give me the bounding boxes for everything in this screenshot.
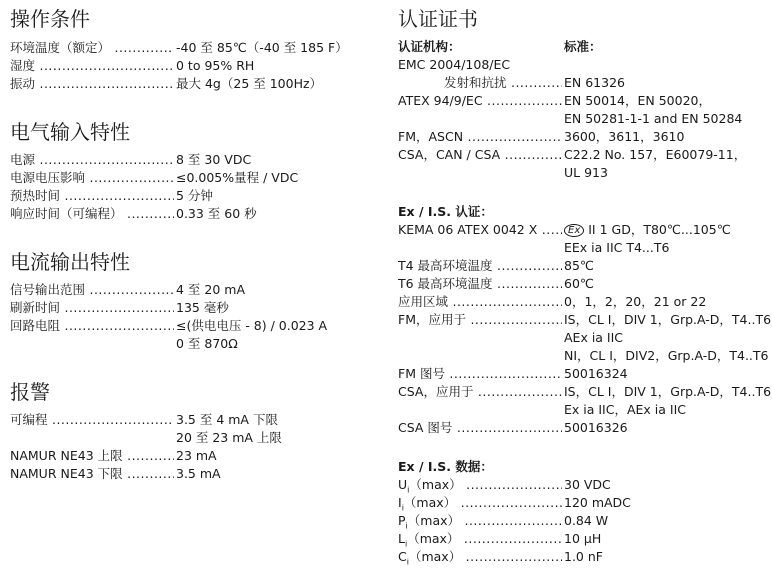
spec-value: ≤(供电电压 - 8) / 0.023 A: [176, 318, 328, 333]
spec-label: NAMUR NE43 下限 .....: [10, 465, 174, 483]
spec-label: 信号输出范围 .....: [10, 281, 174, 299]
cert-label: CSA，CAN / CSA .....: [398, 146, 562, 164]
ex-cert-heading: Ex / I.S. 认证：: [398, 204, 493, 219]
cert-value: 0，1，2，20，21 or 22: [564, 294, 707, 309]
cert-value: EN 61326: [564, 75, 625, 90]
spec-label: 振动 .....: [10, 75, 174, 93]
section-title-electrical-input: 电气输入特性: [10, 120, 130, 144]
cert-value-continuation: AEx ia IIC: [564, 330, 624, 345]
ex-data-value: 30 VDC: [564, 477, 611, 492]
ex-mark-icon: Ex: [564, 224, 584, 237]
cert-label: FM 图号 .....: [398, 365, 562, 383]
spec-value: 0 to 95% RH: [176, 58, 255, 73]
emc-directive: EMC 2004/108/EC: [398, 57, 511, 72]
cert-label: CSA 图号 .....: [398, 419, 562, 437]
spec-value: 3.5 至 4 mA 下限: [176, 412, 278, 427]
param-suffix: （max）: [407, 531, 460, 546]
spec-label: 湿度 .....: [10, 57, 174, 75]
param-subscript: i: [404, 539, 408, 549]
cert-label: CSA，应用于 .....: [398, 383, 562, 401]
ex-data-heading: Ex / I.S. 数据：: [398, 459, 493, 474]
cert-value-continuation: Ex ia IIC，AEx ia IIC: [564, 402, 687, 417]
cert-label: T4 最高环境温度 .....: [398, 257, 562, 275]
cert-standard-heading: 标准：: [564, 39, 602, 54]
cert-value: [564, 221, 731, 239]
param-symbol: I: [398, 495, 402, 510]
cert-label: FM，ASCN .....: [398, 128, 562, 146]
cert-value-continuation: NI，CL I，DIV2，Grp.A-D，T4..T6: [564, 348, 769, 363]
spec-label: 预热时间 .....: [10, 187, 174, 205]
param-symbol: U: [398, 477, 408, 492]
ex-data-label: [398, 548, 562, 572]
cert-label: 应用区域 .....: [398, 293, 562, 311]
spec-value: 5 分钟: [176, 188, 213, 203]
spec-value-continuation: 20 至 23 mA 上限: [176, 430, 282, 445]
cert-value-continuation: EEx ia IIC T4...T6: [564, 240, 670, 255]
cert-label: T6 最高环境温度 .....: [398, 275, 562, 293]
spec-label: 刷新时间 .....: [10, 299, 174, 317]
param-symbol: L: [398, 531, 405, 546]
param-subscript: i: [407, 485, 410, 495]
cert-value: IS，CL I，DIV 1，Grp.A-D，T4..T6: [564, 384, 772, 399]
spec-value: ≤0.005%量程 / VDC: [176, 170, 299, 185]
cert-value-continuation: UL 913: [564, 165, 608, 180]
ex-data-value: 1.0 nF: [564, 549, 603, 564]
section-title-current-output: 电流输出特性: [10, 250, 130, 274]
spec-label: 电源 .....: [10, 151, 174, 169]
spec-label: 可编程 .....: [10, 411, 174, 429]
param-suffix: （max）: [409, 477, 462, 492]
param-symbol: C: [398, 549, 407, 564]
cert-label: KEMA 06 ATEX 0042 X .....: [398, 221, 562, 239]
spec-label: 响应时间（可编程） .....: [10, 205, 174, 223]
spec-label: 回路电阻 .....: [10, 317, 174, 335]
cert-label: FM，应用于 .....: [398, 311, 562, 329]
cert-value: 3600，3611，3610: [564, 129, 685, 144]
cert-value: IS，CL I，DIV 1，Grp.A-D，T4..T6: [564, 312, 772, 327]
ex-data-value: 10 μH: [564, 531, 602, 546]
param-subscript: i: [401, 503, 404, 513]
cert-value: C22.2 No. 157，E60079-11，: [564, 147, 747, 162]
cert-value: 50016324: [564, 366, 628, 381]
spec-label: 环境温度（额定） .....: [10, 39, 174, 57]
cert-label: ATEX 94/9/EC .....: [398, 92, 562, 110]
spec-label: NAMUR NE43 上限 .....: [10, 447, 174, 465]
param-suffix: （max）: [407, 513, 461, 528]
cert-value: 85℃: [564, 258, 594, 273]
spec-label: 电源电压影响 .....: [10, 169, 174, 187]
spec-value: 最大 4g（25 至 100Hz）: [176, 76, 323, 91]
spec-value: 8 至 30 VDC: [176, 152, 252, 167]
param-suffix: （max）: [408, 549, 462, 564]
ex-data-value: 0.84 W: [564, 513, 609, 528]
cert-agency-heading: 认证机构：: [398, 39, 461, 54]
param-subscript: i: [406, 557, 409, 567]
param-suffix: （max）: [403, 495, 457, 510]
param-subscript: i: [405, 521, 408, 531]
spec-value: 135 毫秒: [176, 300, 229, 315]
spec-value: 4 至 20 mA: [176, 282, 246, 297]
section-title-operating-conditions: 操作条件: [10, 7, 90, 31]
cert-value: 50016326: [564, 420, 628, 435]
ex-data-value: 120 mADC: [564, 495, 631, 510]
cert-value-text: II 1 GD，T80℃...105℃: [588, 222, 731, 237]
cert-value-continuation: EN 50281-1-1 and EN 50284: [564, 111, 743, 126]
spec-value: 0.33 至 60 秒: [176, 206, 257, 221]
section-title-alarm: 报警: [10, 380, 50, 404]
spec-value: -40 至 85℃（-40 至 185 F）: [176, 40, 348, 55]
section-title-certificates: 认证证书: [398, 7, 478, 31]
cert-value: EN 50014，EN 50020，: [564, 93, 711, 108]
spec-value: 23 mA: [176, 448, 217, 463]
cert-value: 60℃: [564, 276, 594, 291]
cert-label: 发射和抗扰 .....: [444, 74, 562, 92]
spec-value: 3.5 mA: [176, 466, 221, 481]
param-symbol: P: [398, 513, 406, 528]
spec-value-continuation: 0 至 870Ω: [176, 336, 238, 351]
